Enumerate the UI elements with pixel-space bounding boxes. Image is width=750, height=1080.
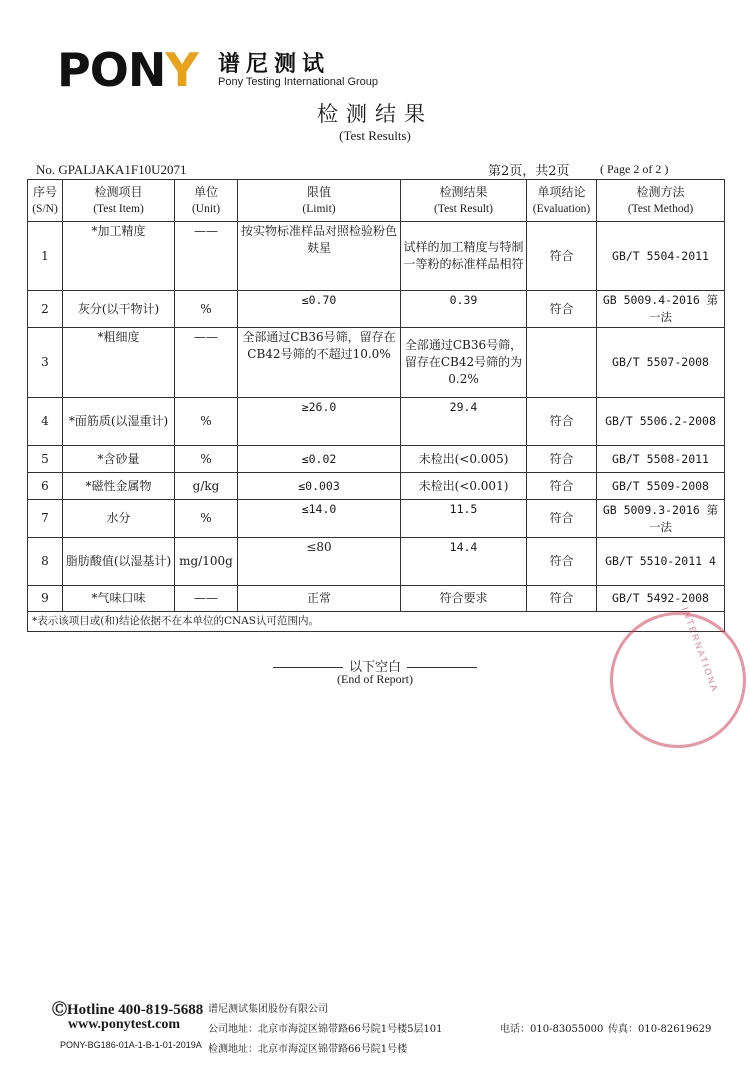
cell-limit: 全部通过CB36号筛，留存在CB42号筛的不超过10.0% bbox=[238, 328, 401, 398]
cell-evaluation: 符合 bbox=[527, 473, 597, 500]
cell-result: 11.5 bbox=[401, 500, 527, 538]
cell-sn: 6 bbox=[28, 473, 63, 500]
cell-limit: ≤14.0 bbox=[238, 500, 401, 538]
cell-item: *粗细度 bbox=[63, 328, 175, 398]
cell-unit: mg/100g bbox=[175, 538, 238, 586]
cell-result: 试样的加工精度与特制一等粉的标准样品相符 bbox=[401, 222, 527, 291]
cell-item: *含砂量 bbox=[63, 446, 175, 473]
hotline: ⒸHotline 400-819-5688 bbox=[52, 1002, 204, 1018]
cell-limit: 按实物标准样品对照检验粉色麸星 bbox=[238, 222, 401, 291]
end-text-en: (End of Report) bbox=[337, 672, 413, 686]
pony-logo bbox=[57, 43, 198, 97]
table-note-row bbox=[28, 612, 725, 632]
page-indicator-en: ( Page 2 of 2 ) bbox=[600, 162, 669, 176]
table-row bbox=[28, 538, 725, 586]
cell-item: 灰分(以干物计) bbox=[63, 291, 175, 328]
cell-evaluation: 符合 bbox=[527, 291, 597, 328]
cell-unit: % bbox=[175, 398, 238, 446]
cell-sn: 7 bbox=[28, 500, 63, 538]
cell-method: GB/T 5492-2008 bbox=[597, 586, 725, 612]
logo-letter-accent: Y bbox=[165, 43, 198, 97]
cell-sn: 3 bbox=[28, 328, 63, 398]
cell-evaluation: 符合 bbox=[527, 538, 597, 586]
table-row bbox=[28, 446, 725, 473]
cell-evaluation: 符合 bbox=[527, 222, 597, 291]
results-table bbox=[27, 179, 725, 632]
cell-item: *磁性金属物 bbox=[63, 473, 175, 500]
cell-unit: % bbox=[175, 291, 238, 328]
cell-result: 符合要求 bbox=[401, 586, 527, 612]
cell-item: *加工精度 bbox=[63, 222, 175, 291]
cell-evaluation: 符合 bbox=[527, 398, 597, 446]
table-row bbox=[28, 222, 725, 291]
end-rule-left bbox=[273, 667, 343, 668]
cell-limit: 正常 bbox=[238, 586, 401, 612]
cnas-note: *表示该项目或(和)结论依据不在本单位的CNAS认可范围内。 bbox=[28, 612, 725, 632]
page-title: 检测结果 bbox=[317, 102, 433, 126]
header-evaluation: 单项结论 (Evaluation) bbox=[527, 180, 597, 222]
report-number: No. GPALJAKA1F10U2071 bbox=[36, 162, 187, 177]
header-sn: 序号 (S/N) bbox=[28, 180, 63, 222]
phone-number: 电话：010-83055000 bbox=[500, 1024, 604, 1035]
cell-unit: % bbox=[175, 500, 238, 538]
cell-sn: 4 bbox=[28, 398, 63, 446]
company-address: 公司地址：北京市海淀区锦带路66号院1号楼5层101 bbox=[208, 1024, 443, 1035]
cell-unit: g/kg bbox=[175, 473, 238, 500]
cell-evaluation: 符合 bbox=[527, 586, 597, 612]
header-test-method: 检测方法 (Test Method) bbox=[597, 180, 725, 222]
header-test-item: 检测项目 (Test Item) bbox=[63, 180, 175, 222]
cell-result: 未检出(<0.001) bbox=[401, 473, 527, 500]
testing-address: 检测地址：北京市海淀区锦带路66号院1号楼 bbox=[208, 1044, 408, 1055]
cell-sn: 8 bbox=[28, 538, 63, 586]
cell-limit: ≤80 bbox=[238, 538, 401, 586]
brand-name-en: Pony Testing International Group bbox=[218, 76, 379, 88]
header-unit: 单位 (Unit) bbox=[175, 180, 238, 222]
cell-limit: ≤0.02 bbox=[238, 446, 401, 473]
cell-method: GB 5009.4-2016 第一法 bbox=[597, 291, 725, 328]
cell-method: GB/T 5509-2008 bbox=[597, 473, 725, 500]
cell-result: 29.4 bbox=[401, 398, 527, 446]
table-row bbox=[28, 500, 725, 538]
cell-evaluation: 符合 bbox=[527, 500, 597, 538]
fax-number: 传真：010-82619629 bbox=[608, 1024, 712, 1035]
cell-method: GB 5009.3-2016 第一法 bbox=[597, 500, 725, 538]
brand-name-cn: 谱尼测试 bbox=[218, 52, 331, 77]
cell-method: GB/T 5510-2011 4 bbox=[597, 538, 725, 586]
cell-unit: —— bbox=[175, 222, 238, 291]
end-rule-right bbox=[407, 667, 477, 668]
cell-unit: —— bbox=[175, 586, 238, 612]
cell-evaluation bbox=[527, 328, 597, 398]
cell-method: GB/T 5506.2-2008 bbox=[597, 398, 725, 446]
page-title-en: (Test Results) bbox=[339, 128, 411, 143]
cell-sn: 9 bbox=[28, 586, 63, 612]
header-test-result: 检测结果 (Test Result) bbox=[401, 180, 527, 222]
cell-limit: ≤0.003 bbox=[238, 473, 401, 500]
cell-evaluation: 符合 bbox=[527, 446, 597, 473]
cell-item: *气味口味 bbox=[63, 586, 175, 612]
website-link[interactable]: www.ponytest.com bbox=[68, 1017, 180, 1032]
table-row bbox=[28, 291, 725, 328]
seal-text: INTERNATIONA bbox=[680, 605, 721, 695]
cell-result: 未检出(<0.005) bbox=[401, 446, 527, 473]
cell-sn: 5 bbox=[28, 446, 63, 473]
company-seal-stamp bbox=[610, 612, 746, 748]
cell-item: 水分 bbox=[63, 500, 175, 538]
table-header-row bbox=[28, 180, 725, 222]
cell-method: GB/T 5508-2011 bbox=[597, 446, 725, 473]
cell-result: 0.39 bbox=[401, 291, 527, 328]
table-row bbox=[28, 586, 725, 612]
cell-method: GB/T 5504-2011 bbox=[597, 222, 725, 291]
cell-sn: 1 bbox=[28, 222, 63, 291]
cell-limit: ≥26.0 bbox=[238, 398, 401, 446]
cell-method: GB/T 5507-2008 bbox=[597, 328, 725, 398]
cell-unit: —— bbox=[175, 328, 238, 398]
end-text-cn: 以下空白 bbox=[348, 660, 401, 675]
table-row bbox=[28, 398, 725, 446]
table-row bbox=[28, 328, 725, 398]
cell-unit: % bbox=[175, 446, 238, 473]
cell-limit: ≤0.70 bbox=[238, 291, 401, 328]
table-row bbox=[28, 473, 725, 500]
cell-result: 14.4 bbox=[401, 538, 527, 586]
company-name: 谱尼测试集团股份有限公司 bbox=[208, 1004, 328, 1015]
cell-item: *面筋质(以湿重计) bbox=[63, 398, 175, 446]
cell-sn: 2 bbox=[28, 291, 63, 328]
logo-text: PONY bbox=[57, 43, 198, 97]
page-indicator-cn: 第2页，共2页 bbox=[488, 164, 570, 179]
cell-result: 全部通过CB36号筛，留存在CB42号筛的为0.2% bbox=[401, 328, 527, 398]
cell-item: 脂肪酸值(以湿基计) bbox=[63, 538, 175, 586]
form-number: PONY-BG186-01A-1-B-1-01-2019A bbox=[60, 1040, 202, 1050]
header-limit: 限值 (Limit) bbox=[238, 180, 401, 222]
